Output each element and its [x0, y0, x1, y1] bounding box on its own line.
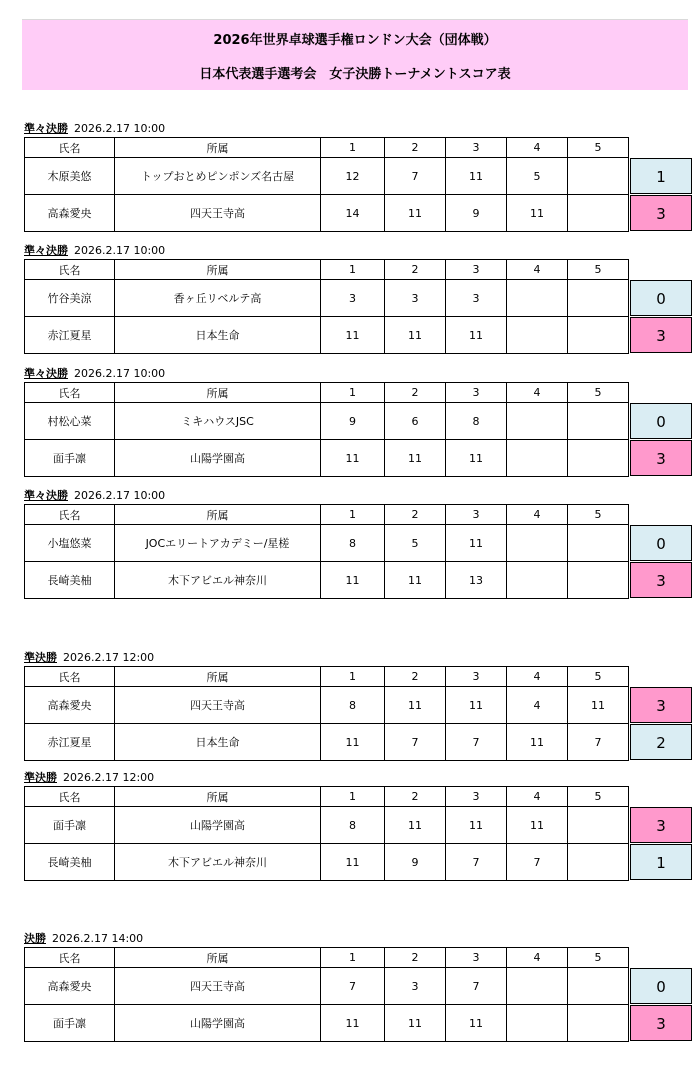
game-score-2: 11: [385, 687, 446, 724]
header-game-5: 5: [568, 787, 629, 807]
game-score-5: [568, 525, 629, 562]
game-score-3: 7: [446, 724, 507, 761]
match-caption: [24, 771, 154, 785]
match-datetime: 2026.2.17 12:00: [63, 651, 155, 664]
player-team: 四天王寺高: [115, 968, 321, 1005]
match-datetime: 2026.2.17 12:00: [63, 771, 155, 784]
player-row: [25, 844, 629, 881]
player-team: 香ヶ丘リベルテ高: [115, 280, 321, 317]
match-total-loss: 2: [630, 724, 692, 760]
game-score-5: [568, 280, 629, 317]
player-name: 村松心菜: [25, 403, 115, 440]
game-score-1: 3: [321, 280, 385, 317]
game-score-5: [568, 1005, 629, 1042]
player-row: [25, 317, 629, 354]
player-team: 日本生命: [115, 724, 321, 761]
game-score-5: 7: [568, 724, 629, 761]
match-datetime: 2026.2.17 10:00: [74, 122, 166, 135]
game-score-2: 3: [385, 280, 446, 317]
header-game-1: 1: [321, 948, 385, 968]
game-score-4: 4: [507, 687, 568, 724]
player-row: [25, 968, 629, 1005]
round-label: 決勝: [24, 932, 46, 945]
player-team: 山陽学園高: [115, 1005, 321, 1042]
game-score-3: 7: [446, 968, 507, 1005]
game-score-4: [507, 1005, 568, 1042]
score-table: [24, 259, 629, 354]
header-game-1: 1: [321, 787, 385, 807]
header-game-5: 5: [568, 138, 629, 158]
game-score-1: 9: [321, 403, 385, 440]
player-row: [25, 525, 629, 562]
match-total-loss: 0: [630, 403, 692, 439]
match-datetime: 2026.2.17 10:00: [74, 244, 166, 257]
header-team: 所属: [115, 138, 321, 158]
game-score-1: 8: [321, 525, 385, 562]
game-score-3: 8: [446, 403, 507, 440]
header-name: 氏名: [25, 138, 115, 158]
player-team: 山陽学園高: [115, 440, 321, 477]
match-total-win: 3: [630, 1005, 692, 1041]
game-score-5: [568, 807, 629, 844]
header-game-1: 1: [321, 260, 385, 280]
game-score-3: 11: [446, 158, 507, 195]
game-score-2: 3: [385, 968, 446, 1005]
header-game-3: 3: [446, 787, 507, 807]
game-score-2: 6: [385, 403, 446, 440]
player-name: 小塩悠菜: [25, 525, 115, 562]
header-game-5: 5: [568, 948, 629, 968]
player-team: 四天王寺高: [115, 195, 321, 232]
game-score-3: 7: [446, 844, 507, 881]
game-score-4: 11: [507, 195, 568, 232]
score-table: [24, 786, 629, 881]
header-game-3: 3: [446, 948, 507, 968]
score-table: [24, 382, 629, 477]
match-total-win: 3: [630, 807, 692, 843]
match-total-win: 3: [630, 317, 692, 353]
header-name: 氏名: [25, 667, 115, 687]
player-name: 面手凛: [25, 807, 115, 844]
game-score-4: 5: [507, 158, 568, 195]
header-row: [25, 787, 629, 807]
player-row: [25, 403, 629, 440]
player-team: 四天王寺高: [115, 687, 321, 724]
game-score-2: 7: [385, 158, 446, 195]
player-name: 赤江夏星: [25, 317, 115, 354]
header-game-1: 1: [321, 138, 385, 158]
player-row: [25, 724, 629, 761]
score-table: [24, 137, 629, 232]
match-total-loss: 1: [630, 158, 692, 194]
game-score-2: 11: [385, 195, 446, 232]
game-score-1: 11: [321, 562, 385, 599]
header-row: [25, 260, 629, 280]
match-caption: [24, 651, 154, 665]
game-score-5: [568, 844, 629, 881]
player-row: [25, 280, 629, 317]
game-score-2: 11: [385, 562, 446, 599]
header-name: 氏名: [25, 948, 115, 968]
match-datetime: 2026.2.17 14:00: [52, 932, 144, 945]
game-score-5: [568, 317, 629, 354]
player-team: トップおとめピンポンズ名古屋: [115, 158, 321, 195]
game-score-5: [568, 968, 629, 1005]
game-score-1: 11: [321, 724, 385, 761]
game-score-2: 11: [385, 317, 446, 354]
header-game-5: 5: [568, 260, 629, 280]
header-game-2: 2: [385, 383, 446, 403]
score-table: [24, 947, 629, 1042]
header-game-3: 3: [446, 138, 507, 158]
game-score-3: 13: [446, 562, 507, 599]
game-score-4: [507, 968, 568, 1005]
header-team: 所属: [115, 505, 321, 525]
game-score-4: [507, 440, 568, 477]
header-game-5: 5: [568, 667, 629, 687]
player-name: 竹谷美涼: [25, 280, 115, 317]
header-game-3: 3: [446, 260, 507, 280]
player-name: 赤江夏星: [25, 724, 115, 761]
header-game-2: 2: [385, 260, 446, 280]
player-name: 高森愛央: [25, 968, 115, 1005]
header-row: [25, 138, 629, 158]
header-game-4: 4: [507, 948, 568, 968]
match-total-loss: 0: [630, 280, 692, 316]
player-row: [25, 195, 629, 232]
header-name: 氏名: [25, 505, 115, 525]
player-name: 長崎美柚: [25, 562, 115, 599]
game-score-3: 11: [446, 687, 507, 724]
round-label: 準決勝: [24, 771, 57, 784]
game-score-2: 7: [385, 724, 446, 761]
header-game-2: 2: [385, 667, 446, 687]
game-score-4: [507, 525, 568, 562]
match-datetime: 2026.2.17 10:00: [74, 489, 166, 502]
match-total-win: 3: [630, 687, 692, 723]
game-score-4: [507, 403, 568, 440]
round-label: 準々決勝: [24, 367, 68, 380]
game-score-1: 8: [321, 687, 385, 724]
match-caption: [24, 122, 165, 136]
header-game-2: 2: [385, 948, 446, 968]
player-team: 山陽学園高: [115, 807, 321, 844]
player-name: 面手凛: [25, 440, 115, 477]
header-game-5: 5: [568, 383, 629, 403]
game-score-1: 7: [321, 968, 385, 1005]
game-score-2: 9: [385, 844, 446, 881]
game-score-1: 11: [321, 440, 385, 477]
game-score-5: [568, 195, 629, 232]
player-row: [25, 562, 629, 599]
header-team: 所属: [115, 787, 321, 807]
player-name: 高森愛央: [25, 195, 115, 232]
header-row: [25, 667, 629, 687]
game-score-3: 11: [446, 440, 507, 477]
round-label: 準決勝: [24, 651, 57, 664]
round-label: 準々決勝: [24, 489, 68, 502]
player-team: 木下アビエル神奈川: [115, 844, 321, 881]
title-line-2: 日本代表選手選考会 女子決勝トーナメントスコア表: [199, 67, 511, 82]
match-total-win: 3: [630, 440, 692, 476]
player-team: 日本生命: [115, 317, 321, 354]
header-game-3: 3: [446, 505, 507, 525]
game-score-3: 3: [446, 280, 507, 317]
header-game-2: 2: [385, 787, 446, 807]
header-row: [25, 383, 629, 403]
game-score-2: 11: [385, 807, 446, 844]
game-score-2: 11: [385, 440, 446, 477]
player-name: 木原美悠: [25, 158, 115, 195]
player-row: [25, 807, 629, 844]
game-score-1: 8: [321, 807, 385, 844]
header-team: 所属: [115, 260, 321, 280]
header-name: 氏名: [25, 787, 115, 807]
header-game-4: 4: [507, 787, 568, 807]
game-score-4: 7: [507, 844, 568, 881]
player-team: ミキハウスJSC: [115, 403, 321, 440]
game-score-5: [568, 403, 629, 440]
game-score-4: [507, 562, 568, 599]
game-score-3: 9: [446, 195, 507, 232]
round-label: 準々決勝: [24, 122, 68, 135]
game-score-3: 11: [446, 1005, 507, 1042]
game-score-5: [568, 158, 629, 195]
match-total-loss: 0: [630, 525, 692, 561]
match-caption: [24, 932, 143, 946]
header-team: 所属: [115, 667, 321, 687]
round-label: 準々決勝: [24, 244, 68, 257]
game-score-4: 11: [507, 724, 568, 761]
title-banner: [22, 19, 688, 90]
game-score-1: 11: [321, 317, 385, 354]
title-line-1: 2026年世界卓球選手権ロンドン大会（団体戦）: [213, 33, 497, 48]
score-table: [24, 504, 629, 599]
game-score-1: 12: [321, 158, 385, 195]
header-game-3: 3: [446, 667, 507, 687]
header-game-4: 4: [507, 667, 568, 687]
player-name: 長崎美柚: [25, 844, 115, 881]
header-name: 氏名: [25, 383, 115, 403]
header-game-1: 1: [321, 383, 385, 403]
game-score-1: 11: [321, 1005, 385, 1042]
match-total-loss: 1: [630, 844, 692, 880]
header-game-5: 5: [568, 505, 629, 525]
match-caption: [24, 367, 165, 381]
game-score-4: 11: [507, 807, 568, 844]
match-total-win: 3: [630, 195, 692, 231]
score-table: [24, 666, 629, 761]
header-game-1: 1: [321, 505, 385, 525]
header-team: 所属: [115, 948, 321, 968]
game-score-1: 11: [321, 844, 385, 881]
game-score-4: [507, 280, 568, 317]
game-score-5: 11: [568, 687, 629, 724]
player-name: 高森愛央: [25, 687, 115, 724]
game-score-3: 11: [446, 525, 507, 562]
match-total-loss: 0: [630, 968, 692, 1004]
header-row: [25, 948, 629, 968]
header-game-4: 4: [507, 138, 568, 158]
game-score-3: 11: [446, 807, 507, 844]
header-team: 所属: [115, 383, 321, 403]
player-row: [25, 440, 629, 477]
match-caption: [24, 244, 165, 258]
game-score-4: [507, 317, 568, 354]
game-score-2: 11: [385, 1005, 446, 1042]
header-game-4: 4: [507, 383, 568, 403]
match-datetime: 2026.2.17 10:00: [74, 367, 166, 380]
player-team: 木下アビエル神奈川: [115, 562, 321, 599]
header-row: [25, 505, 629, 525]
game-score-1: 14: [321, 195, 385, 232]
game-score-5: [568, 440, 629, 477]
header-game-1: 1: [321, 667, 385, 687]
game-score-2: 5: [385, 525, 446, 562]
header-game-3: 3: [446, 383, 507, 403]
header-game-4: 4: [507, 260, 568, 280]
header-game-2: 2: [385, 138, 446, 158]
game-score-3: 11: [446, 317, 507, 354]
match-total-win: 3: [630, 562, 692, 598]
player-row: [25, 687, 629, 724]
match-caption: [24, 489, 165, 503]
player-team: JOCエリートアカデミー/星槎: [115, 525, 321, 562]
header-game-4: 4: [507, 505, 568, 525]
player-name: 面手凛: [25, 1005, 115, 1042]
player-row: [25, 158, 629, 195]
player-row: [25, 1005, 629, 1042]
game-score-5: [568, 562, 629, 599]
header-name: 氏名: [25, 260, 115, 280]
header-game-2: 2: [385, 505, 446, 525]
